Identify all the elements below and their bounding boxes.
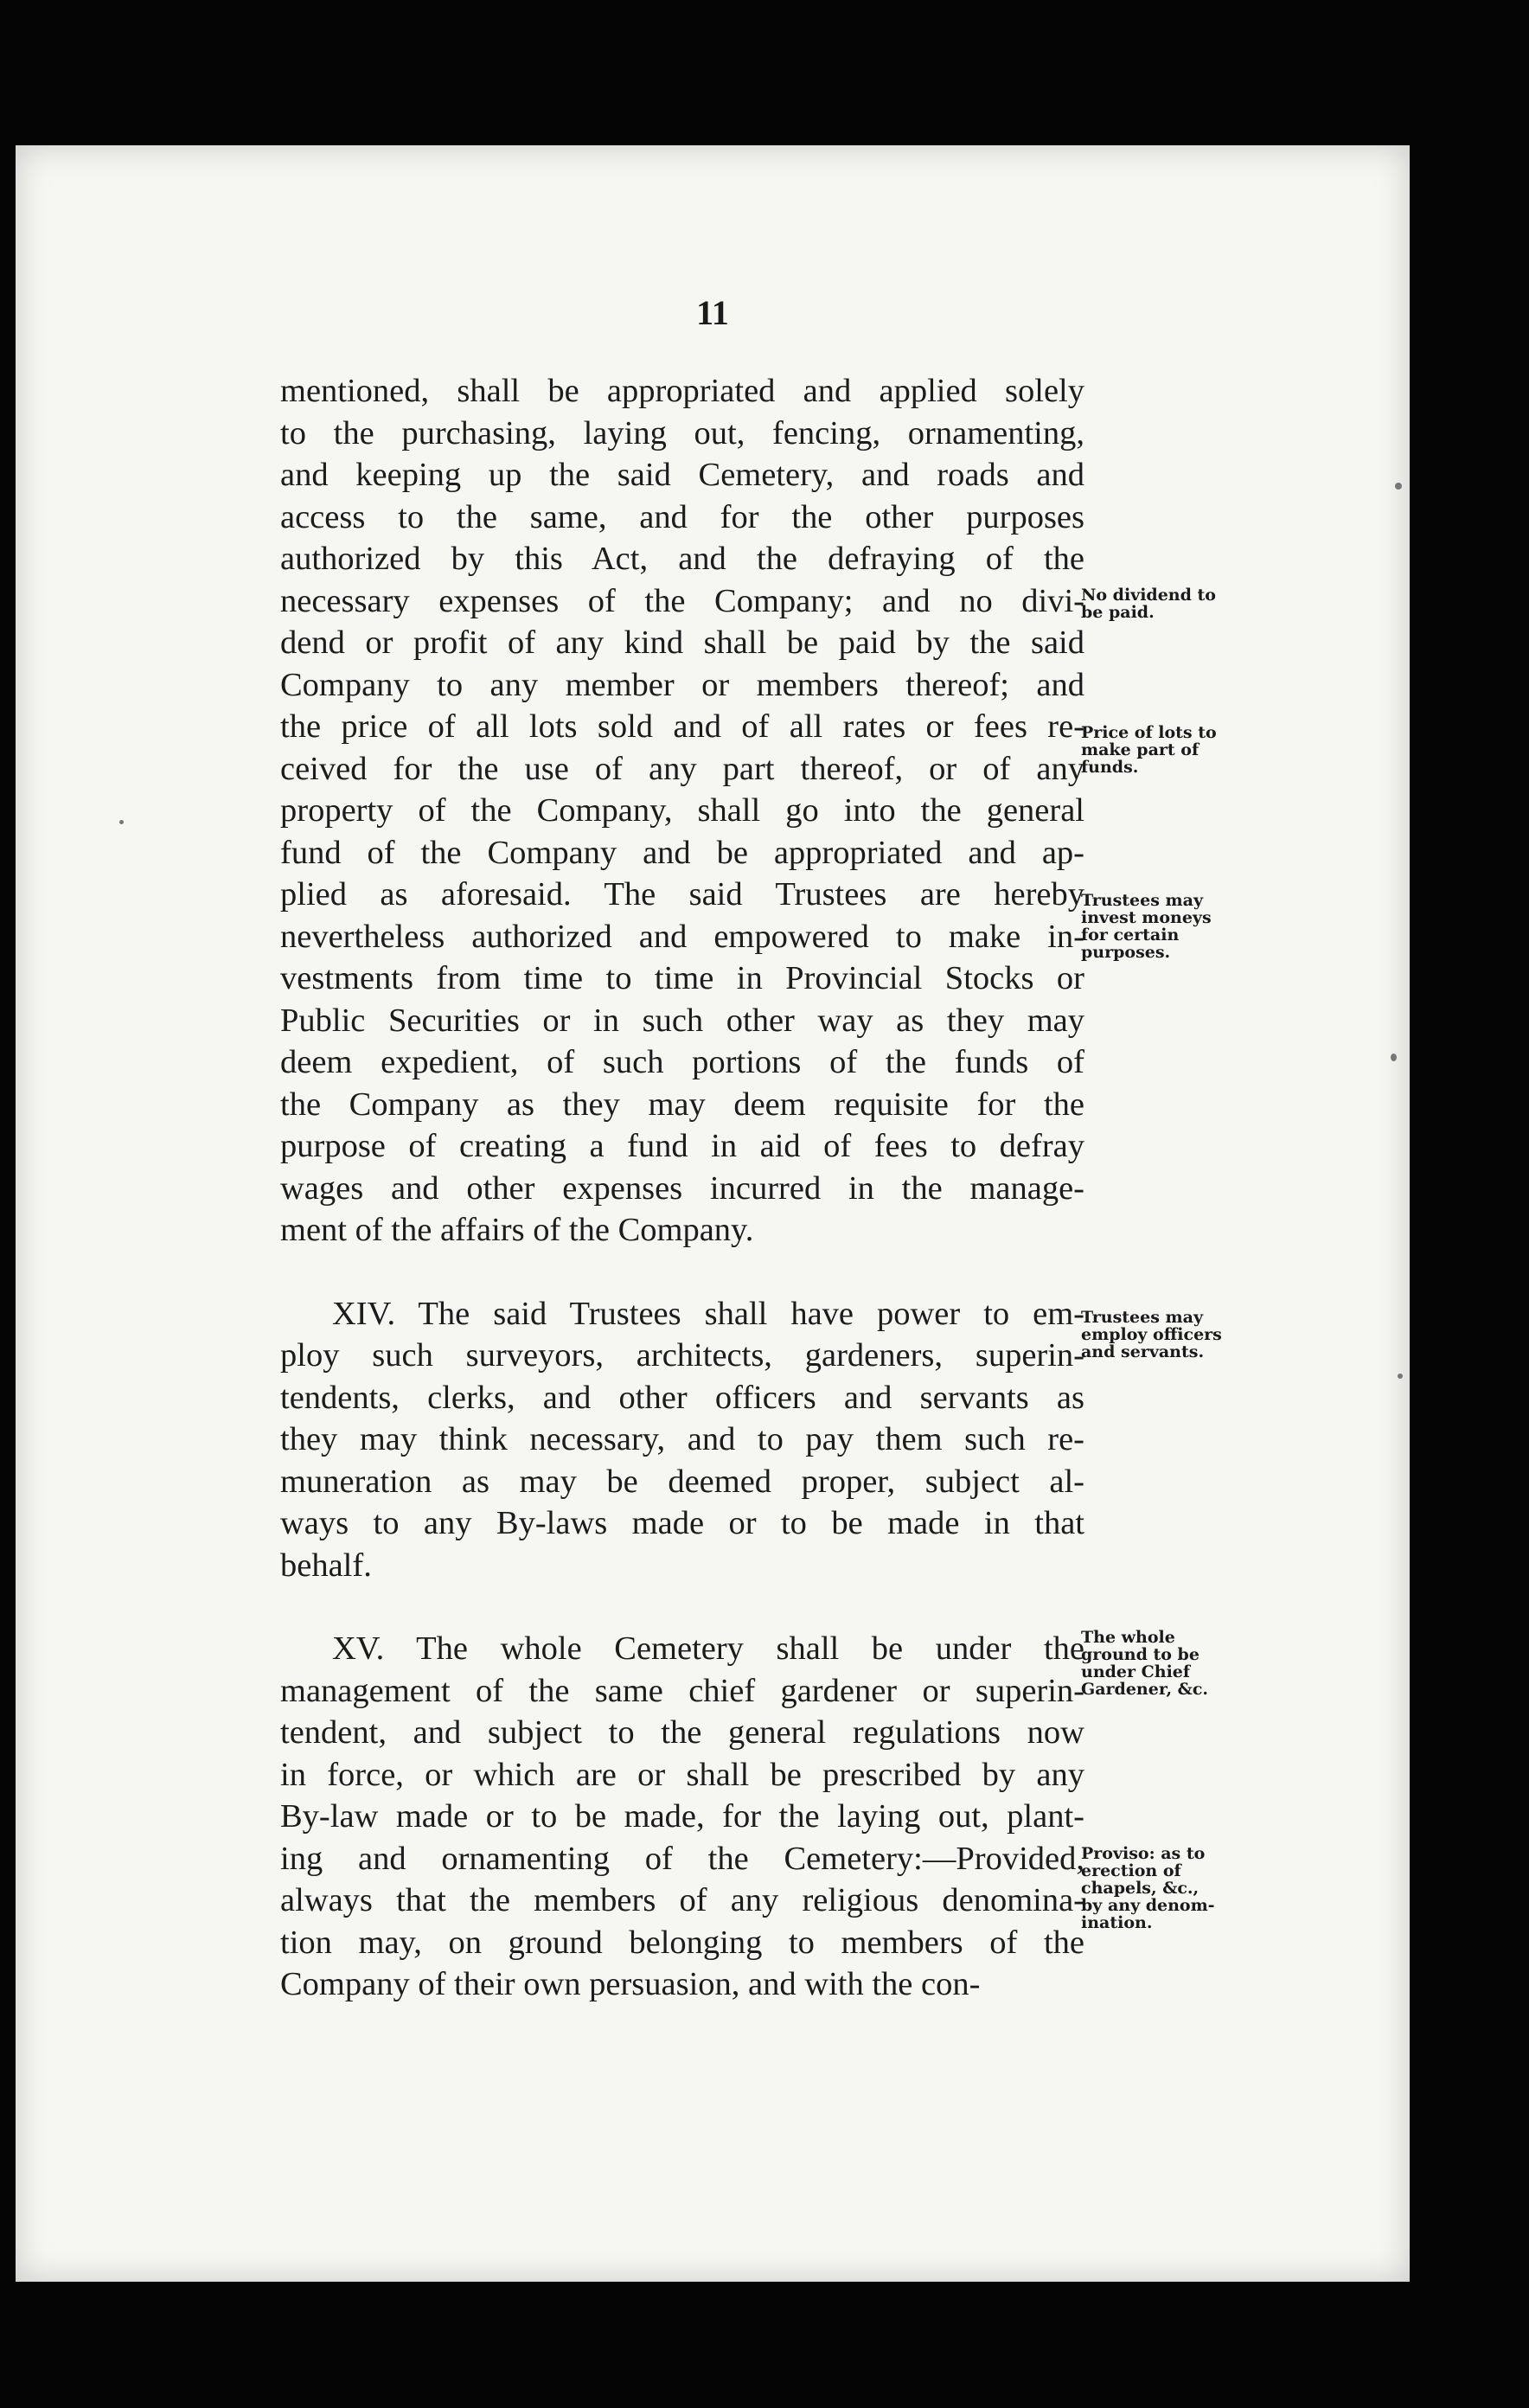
body-text [280, 370, 1084, 2047]
margin-note-trustees-invest [1081, 892, 1254, 961]
text-line: Company to any member or members thereof; and [280, 666, 1084, 703]
text-line: ment of the affairs of the Company. [280, 1212, 754, 1248]
margin-note-line: invest moneys [1081, 908, 1212, 927]
margin-note-line: Price of lots to [1081, 723, 1217, 742]
page-number: 11 [696, 293, 729, 332]
margin-note-no-dividend [1081, 586, 1254, 621]
text-line: they may think necessary, and to pay them such re- [280, 1421, 1084, 1457]
margin-note-line: Proviso: as to [1081, 1844, 1206, 1863]
text-line: dend or profit of any kind shall be paid by the said [280, 624, 1084, 661]
margin-note-line: ground to be [1081, 1645, 1200, 1664]
margin-note-line: funds. [1081, 758, 1139, 777]
margin-note-line: employ officers [1081, 1325, 1222, 1344]
margin-note-line: chapels, &c., [1081, 1879, 1200, 1898]
text-line: always that the members of any religious denomina- [280, 1882, 1084, 1918]
margin-note-price-of-lots [1081, 724, 1254, 776]
margin-note-line: Trustees may [1081, 891, 1203, 910]
text-line: to the purchasing, laying out, fencing, ornamenting, [280, 414, 1084, 452]
paragraph-section-xv [280, 1628, 1084, 2006]
margin-note-line: erection of [1081, 1861, 1181, 1880]
text-line: necessary expenses of the Company; and no divi- [280, 582, 1084, 619]
text-line: property of the Company, shall go into the general [280, 792, 1084, 829]
text-line: deem expedient, of such portions of the funds of [280, 1044, 1084, 1080]
text-line: in force, or which are or shall be prescribed by any [280, 1756, 1084, 1793]
text-line: muneration as may be deemed proper, subject al- [280, 1463, 1084, 1500]
text-line: tion may, on ground belonging to members of the [280, 1924, 1084, 1961]
margin-note-line: The whole [1081, 1628, 1175, 1647]
margin-note-line: make part of [1081, 740, 1200, 759]
margin-note-proviso-chapels [1081, 1845, 1254, 1931]
text-line: and keeping up the said Cemetery, and roads and [280, 457, 1084, 493]
text-line: fund of the Company and be appropriated and ap- [280, 834, 1084, 871]
paragraph-continuation [280, 370, 1084, 1252]
margin-note-trustees-employ [1081, 1309, 1254, 1361]
text-line: vestments from time to time in Provincial Stocks or [280, 960, 1084, 996]
text-line: the price of all lots sold and of all rates or fees re- [280, 708, 1084, 745]
text-line: wages and other expenses incurred in the manage- [280, 1169, 1084, 1207]
paragraph-section-xiv [280, 1293, 1084, 1587]
text-line: ceived for the use of any part thereof, or of any [280, 750, 1084, 787]
margin-note-line: for certain [1081, 925, 1180, 945]
text-line: management of the same chief gardener or superin- [280, 1672, 1084, 1709]
dust-speck [1398, 1374, 1403, 1379]
text-line: tendent, and subject to the general regulations now [280, 1714, 1084, 1751]
text-line: ploy such surveyors, architects, gardeners, superin- [280, 1337, 1084, 1374]
text-line: authorized by this Act, and the defraying of the [280, 541, 1084, 577]
text-line: XV. The whole Cemetery shall be under the [332, 1630, 1084, 1667]
text-line: access to the same, and for the other purposes [280, 498, 1084, 535]
text-line: mentioned, shall be appropriated and applied solely [280, 373, 1084, 409]
text-line: Public Securities or in such other way as they may [280, 1002, 1084, 1039]
text-line: tendents, clerks, and other officers and servants as [280, 1379, 1084, 1416]
margin-note-line: and servants. [1081, 1342, 1205, 1361]
margin-note-line: by any denom- [1081, 1896, 1215, 1915]
document-page [16, 145, 1410, 2282]
margin-note-line: be paid. [1081, 603, 1155, 622]
text-line: Company of their own persuasion, and with the con- [280, 1966, 981, 2002]
margin-note-line: ination. [1081, 1913, 1153, 1932]
margin-note-line: No dividend to [1081, 586, 1216, 605]
margin-note-chief-gardener [1081, 1629, 1254, 1698]
dust-speck [119, 820, 124, 824]
text-line: ways to any By-laws made or to be made in that [280, 1505, 1084, 1541]
text-line: the Company as they may deem requisite for the [280, 1086, 1084, 1123]
margin-note-line: Trustees may [1081, 1308, 1203, 1327]
text-line: purpose of creating a fund in aid of fees to defray [280, 1128, 1084, 1164]
text-line: plied as aforesaid. The said Trustees are hereby [280, 876, 1084, 913]
text-line: By-law made or to be made, for the laying out, plant- [280, 1798, 1084, 1835]
text-line: nevertheless authorized and empowered to make in- [280, 918, 1084, 955]
dust-speck [1395, 483, 1402, 490]
margin-note-line: Gardener, &c. [1081, 1680, 1209, 1699]
dust-speck [1391, 1054, 1397, 1061]
margin-note-line: purposes. [1081, 943, 1171, 962]
margin-note-line: under Chief [1081, 1662, 1191, 1681]
text-line: ing and ornamenting of the Cemetery:—Provided, [280, 1840, 1084, 1877]
text-line: XIV. The said Trustees shall have power to em- [332, 1295, 1084, 1332]
text-line: behalf. [280, 1547, 372, 1584]
